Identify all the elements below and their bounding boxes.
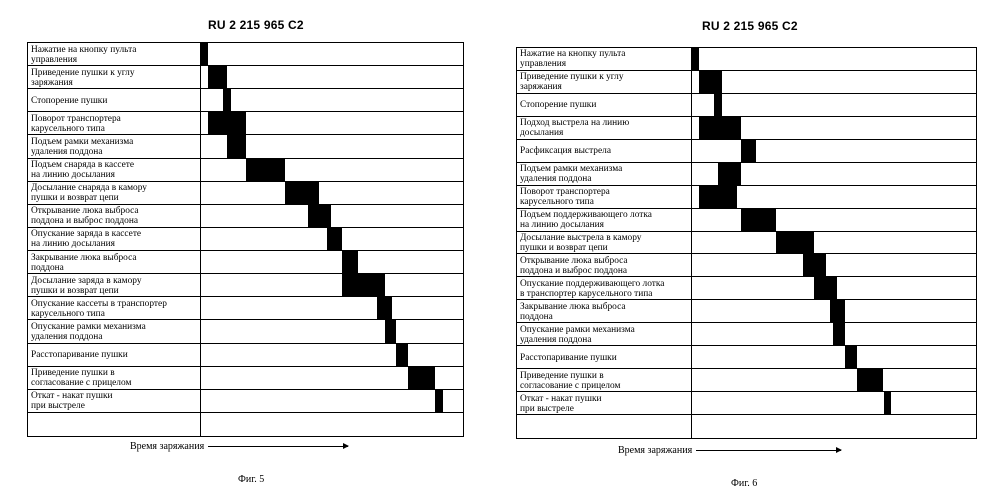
task-label: Откат - накат пушки при выстреле: [520, 393, 602, 414]
timing-bar: [385, 320, 397, 342]
task-label: Опускание заряда в кассете на линию досылания: [31, 229, 142, 250]
task-label: Досылание заряда в камору пушки и возврат цепи: [31, 275, 142, 296]
chart-row: [28, 367, 463, 390]
timing-bar: [396, 344, 408, 366]
timing-bar: [699, 117, 741, 139]
timing-bar: [227, 135, 246, 157]
chart-row: [28, 320, 463, 343]
chart-row: [28, 159, 463, 182]
chart-row: [517, 117, 976, 140]
chart-row: [517, 346, 976, 369]
timing-bar: [814, 277, 837, 299]
task-label: Закрывание люка выброса поддона: [31, 252, 137, 273]
timing-bar: [699, 71, 722, 93]
timing-bar: [408, 367, 435, 389]
patent-header: RU 2 215 965 C2: [208, 18, 304, 32]
chart-row: [517, 392, 976, 415]
chart-row: [28, 89, 463, 112]
task-label: Подъем рамки механизма удаления поддона: [520, 164, 623, 185]
time-axis: [130, 441, 348, 452]
task-label: Подъем снаряда в кассете на линию досылания: [31, 160, 135, 181]
chart-row: [517, 140, 976, 163]
timing-bar: [776, 232, 815, 254]
timing-bar: [884, 392, 892, 414]
timing-bar: [246, 159, 285, 181]
chart-row: [517, 323, 976, 346]
task-label: Расстопаривание пушки: [31, 350, 128, 361]
figure-caption: Фиг. 5: [238, 474, 265, 485]
chart-row: [517, 369, 976, 392]
task-label: Расстопаривание пушки: [520, 352, 617, 363]
chart-row: [517, 48, 976, 71]
chart-row: [517, 277, 976, 300]
task-label: Закрывание люка выброса поддона: [520, 301, 626, 322]
task-label: Опускание рамки механизма удаления поддона: [31, 321, 146, 342]
task-label: Нажатие на кнопку пульта управления: [520, 49, 626, 70]
task-label: Поворот транспортера карусельного типа: [520, 187, 610, 208]
axis-label: Время заряжания: [130, 441, 205, 452]
task-label: Досылание выстрела в камору пушки и возврат цепи: [520, 232, 642, 253]
chart-row: [28, 413, 463, 436]
timing-bar: [691, 48, 699, 70]
timing-bar: [830, 300, 845, 322]
task-label: Открывание люка выброса поддона и выброс поддона: [520, 255, 628, 276]
timing-bar: [308, 205, 331, 227]
task-label: Откат - накат пушки при выстреле: [31, 391, 113, 412]
chart-row: [28, 274, 463, 297]
right-arrow-icon: [696, 450, 841, 451]
time-axis: [618, 445, 841, 456]
chart-row: [517, 71, 976, 94]
task-label: Приведение пушки в согласование с прицелом: [31, 368, 132, 389]
timing-bar: [803, 254, 826, 276]
timing-bar: [223, 89, 231, 111]
chart-row: [28, 43, 463, 66]
chart-row: [28, 344, 463, 367]
timing-chart: [27, 42, 464, 437]
chart-row: [517, 254, 976, 277]
chart-row: [28, 66, 463, 89]
task-label: Нажатие на кнопку пульта управления: [31, 44, 137, 65]
chart-row: [517, 232, 976, 255]
timing-chart: [516, 47, 977, 439]
task-label: Стопорение пушки: [520, 100, 597, 111]
task-label: Опускание кассеты в транспортер карусельного типа: [31, 298, 167, 319]
task-label: Подъем рамки механизма удаления поддона: [31, 137, 134, 158]
chart-row: [28, 205, 463, 228]
task-label: Поворот транспортера карусельного типа: [31, 113, 121, 134]
chart-row: [517, 163, 976, 186]
task-label: Опускание поддерживающего лотка в транспортер карусельного типа: [520, 278, 665, 299]
task-label: Расфиксация выстрела: [520, 146, 611, 157]
task-label: Подъем поддерживающего лотка на линию досылания: [520, 210, 652, 231]
axis-label: Время заряжания: [618, 445, 693, 456]
timing-bar: [435, 390, 443, 412]
chart-row: [517, 415, 976, 438]
task-label: Досылание снаряда в камору пушки и возврат цепи: [31, 183, 147, 204]
timing-bar: [327, 228, 342, 250]
task-label: Открывание люка выброса поддона и выброс поддона: [31, 206, 139, 227]
chart-row: [517, 186, 976, 209]
task-label: Стопорение пушки: [31, 95, 108, 106]
timing-bar: [285, 182, 320, 204]
timing-bar: [857, 369, 884, 391]
chart-row: [28, 251, 463, 274]
chart-row: [28, 228, 463, 251]
timing-bar: [208, 112, 247, 134]
timing-bar: [741, 209, 776, 231]
task-label: Подход выстрела на линию досылания: [520, 118, 630, 139]
timing-bar: [845, 346, 857, 368]
figure-caption: Фиг. 6: [731, 478, 758, 489]
chart-row: [28, 112, 463, 135]
timing-bar: [833, 323, 845, 345]
chart-row: [28, 135, 463, 158]
timing-bar: [741, 140, 756, 162]
timing-bar: [342, 251, 357, 273]
timing-bar: [699, 186, 738, 208]
patent-header: RU 2 215 965 C2: [702, 19, 798, 33]
chart-row: [517, 209, 976, 232]
timing-bar: [342, 274, 384, 296]
chart-row: [28, 297, 463, 320]
chart-row: [517, 94, 976, 117]
right-arrow-icon: [208, 446, 348, 447]
task-label: Приведение пушки к углу заряжания: [520, 72, 624, 93]
timing-bar: [208, 66, 227, 88]
timing-bar: [377, 297, 392, 319]
task-label: Приведение пушки в согласование с прицелом: [520, 370, 621, 391]
timing-bar: [714, 94, 722, 116]
chart-row: [517, 300, 976, 323]
task-label: Приведение пушки к углу заряжания: [31, 67, 135, 88]
chart-row: [28, 390, 463, 413]
timing-bar: [200, 43, 208, 65]
chart-row: [28, 182, 463, 205]
timing-bar: [718, 163, 741, 185]
task-label: Опускание рамки механизма удаления поддона: [520, 324, 635, 345]
